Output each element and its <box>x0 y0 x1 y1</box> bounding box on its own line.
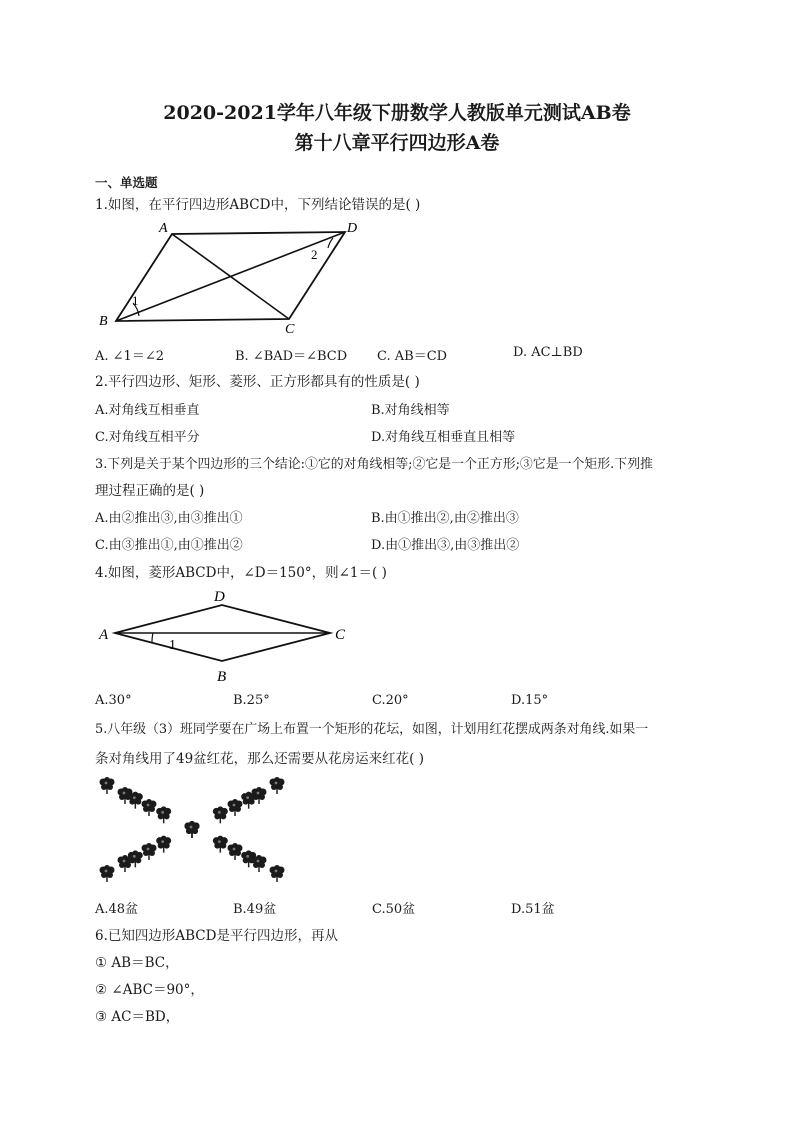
flower-pot-icon <box>156 836 171 853</box>
flower-pot-icon <box>118 855 133 872</box>
q4-label-b: B <box>217 669 227 685</box>
flower-pot-icon <box>142 843 157 860</box>
q5-option-c[interactable]: C.50盆 <box>372 902 416 917</box>
flower-pot-icon <box>156 806 171 823</box>
q6-item-1: ① AB＝BC， <box>95 955 179 971</box>
q1-label-d: D <box>347 221 358 236</box>
q5-option-b[interactable]: B.49盆 <box>233 902 277 917</box>
flower-pot-icon <box>270 777 285 794</box>
q3-option-c[interactable]: C.由③推出①,由①推出② <box>95 538 243 553</box>
q1-option-d[interactable]: D. AC⊥BD <box>513 345 583 360</box>
q2-option-c[interactable]: C.对角线互相平分 <box>95 430 200 445</box>
q3-stem-line2: 理过程正确的是( ) <box>95 483 205 499</box>
q3-option-a[interactable]: A.由②推出③,由③推出① <box>95 511 243 526</box>
q1-stem: 1.如图，在平行四边形ABCD中，下列结论错误的是( ) <box>95 197 421 213</box>
flower-pot-icon <box>228 843 243 860</box>
q1-parallelogram-figure <box>95 218 375 338</box>
q1-label-b: B <box>99 314 108 329</box>
q1-angle2-arc <box>328 238 333 248</box>
flower-pot-icon <box>100 777 115 794</box>
q3-stem-line1: 3.下列是关于某个四边形的三个结论:①它的对角线相等;②它是一个正方形;③它是一个矩形.下列推 <box>95 457 653 472</box>
flower-pot-icon <box>142 799 157 816</box>
q4-option-c[interactable]: C.20° <box>372 693 409 708</box>
flower-pot-icon <box>252 855 267 872</box>
exam-title: 2020-2021学年八年级下册数学人教版单元测试AB卷 <box>163 102 631 124</box>
q4-option-b[interactable]: B.25° <box>233 693 270 708</box>
q2-option-b[interactable]: B.对角线相等 <box>371 403 450 418</box>
q4-label-d: D <box>214 589 225 605</box>
q2-stem: 2.平行四边形、矩形、菱形、正方形都具有的性质是( ) <box>95 374 420 390</box>
q4-label-a: A <box>99 627 109 643</box>
q1-label-a: A <box>159 221 168 236</box>
q5-option-a[interactable]: A.48盆 <box>95 902 139 917</box>
flower-pot-icon <box>100 865 115 882</box>
section-heading: 一、单选题 <box>95 175 158 190</box>
flower-pot-icon <box>228 799 243 816</box>
q1-diagonal-bd <box>116 232 345 321</box>
q5-option-d[interactable]: D.51盆 <box>511 902 555 917</box>
q4-option-a[interactable]: A.30° <box>95 693 132 708</box>
q3-option-b[interactable]: B.由①推出②,由②推出③ <box>371 511 519 526</box>
q1-option-b[interactable]: B. ∠BAD＝∠BCD <box>235 349 348 364</box>
q6-item-3: ③ AC＝BD， <box>95 1009 180 1025</box>
q6-stem: 6.已知四边形ABCD是平行四边形，再从 <box>95 928 338 944</box>
q4-rhombus-figure <box>95 585 365 690</box>
flower-pot-icon <box>213 806 228 823</box>
q4-label-1: 1 <box>169 638 176 653</box>
q1-label-2: 2 <box>311 247 318 262</box>
q5-stem-line1: 5.八年级（3）班同学要在广场上布置一个矩形的花坛，如图，计划用红花摆成两条对角线.如果一 <box>95 722 649 737</box>
flower-pot-icon <box>185 821 200 838</box>
flower-pot-icon <box>213 836 228 853</box>
flower-pot-icon <box>270 865 285 882</box>
q5-flower-cross-figure <box>95 772 295 892</box>
q1-label-1: 1 <box>132 293 139 308</box>
q1-option-c[interactable]: C. AB＝CD <box>377 349 448 364</box>
q5-stem-line2: 条对角线用了49盆红花，那么还需要从花房运来红花( ) <box>95 751 425 767</box>
q3-option-d[interactable]: D.由①推出③,由③推出② <box>371 538 520 553</box>
chapter-title: 第十八章平行四边形A卷 <box>294 132 500 154</box>
q2-option-a[interactable]: A.对角线互相垂直 <box>95 403 200 418</box>
q6-item-2: ② ∠ABC＝90°， <box>95 982 204 998</box>
q1-option-a[interactable]: A. ∠1＝∠2 <box>95 349 164 364</box>
q2-option-d[interactable]: D.对角线互相垂直且相等 <box>371 430 516 445</box>
q4-stem: 4.如图，菱形ABCD中，∠D＝150°，则∠1＝( ) <box>95 565 387 581</box>
q4-option-d[interactable]: D.15° <box>511 693 549 708</box>
q1-label-c: C <box>285 322 295 337</box>
q4-angle1-arc <box>152 633 153 642</box>
q4-label-c: C <box>335 627 346 643</box>
